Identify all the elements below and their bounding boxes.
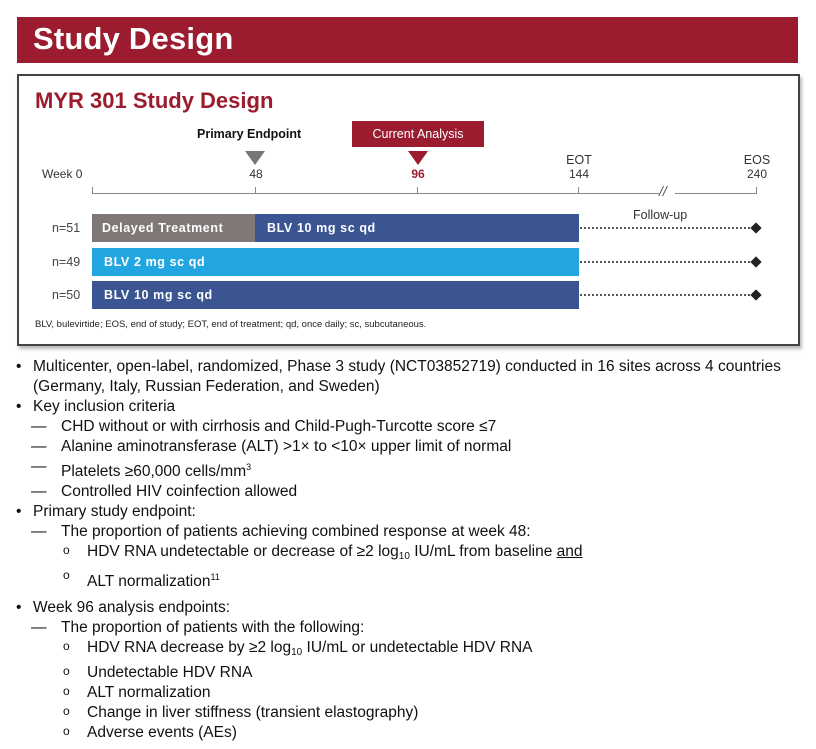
bullet-mark: • <box>16 503 22 520</box>
timeline-axis-right <box>675 193 757 194</box>
tick-0 <box>92 187 93 194</box>
arm-3-follow-up-line <box>580 294 754 296</box>
sub-sub-bullet-hdv-decrease <box>14 638 804 663</box>
sub-bullet-platelets <box>14 457 804 482</box>
dash-mark: — <box>31 458 47 475</box>
arm-1-follow-up-line <box>580 227 754 229</box>
sub-sub-bullet-text: Adverse events (AEs) <box>87 724 237 741</box>
superscript: 11 <box>210 572 220 582</box>
arm-3-n: n=50 <box>52 288 81 302</box>
circle-mark: o <box>63 724 70 738</box>
sub-bullet-text: The proportion of patients achieving combined response at week 48: <box>61 523 531 540</box>
sub-sub-bullet-text: ALT normalization <box>87 573 211 590</box>
circle-mark: o <box>63 684 70 698</box>
sub-sub-bullet-alt-normalization <box>14 567 804 592</box>
sub-bullet-hiv <box>14 482 804 502</box>
bullet-mark: • <box>16 398 22 415</box>
bullet-text: Multicenter, open-label, randomized, Phase 3 study (NCT03852719) conducted in 16 sites across 4 countries (Germany, Italy, Russian Federation, and Sweden) <box>33 358 781 395</box>
bullet-text: Primary study endpoint: <box>33 503 196 520</box>
circle-mark: o <box>63 639 70 653</box>
bullet-mark: • <box>16 599 22 616</box>
circle-mark: o <box>63 664 70 678</box>
dash-mark: — <box>31 619 47 636</box>
follow-up-label: Follow-up <box>633 208 688 222</box>
panel-footnote: BLV, bulevirtide; EOS, end of study; EOT, end of treatment; qd, once daily; sc, subcutaneous. <box>35 319 427 330</box>
sub-sub-bullet-undetectable <box>14 663 804 683</box>
superscript: 3 <box>246 462 252 472</box>
arm-2-treatment-label: BLV 2 mg sc qd <box>104 255 206 269</box>
sub-bullet-text: The proportion of patients with the following: <box>61 619 365 636</box>
arm-1-delayed-label: Delayed Treatment <box>102 221 224 235</box>
circle-mark: o <box>63 568 70 582</box>
sub-sub-bullet-text-cont: IU/mL or undetectable HDV RNA <box>302 639 533 656</box>
primary-endpoint-arrow-icon <box>245 151 265 165</box>
tick-240 <box>756 187 757 194</box>
bullet-mark: • <box>16 358 22 375</box>
primary-endpoint-label: Primary Endpoint <box>197 127 302 141</box>
bullet-inclusion-criteria <box>14 397 804 417</box>
sub-bullet-combined-response <box>14 522 804 542</box>
arm-2-follow-up-line <box>580 261 754 263</box>
sub-sub-bullet-liver-stiffness <box>14 703 804 723</box>
axis-break-mark: // <box>659 183 667 199</box>
dash-mark: — <box>31 418 47 435</box>
sub-sub-bullet-text: ALT normalization <box>87 684 211 701</box>
sub-bullet-text: Alanine aminotransferase (ALT) >1× to <10× upper limit of normal <box>61 438 512 455</box>
sub-bullet-alt <box>14 437 804 457</box>
subscript: 10 <box>291 647 303 658</box>
sub-bullet-chd <box>14 417 804 437</box>
sub-sub-bullet-text: Change in liver stiffness (transient elastography) <box>87 704 419 721</box>
title-banner <box>17 17 798 63</box>
bullet-text: Key inclusion criteria <box>33 398 176 415</box>
bullet-study-overview <box>14 357 804 397</box>
arm-1-delayed-bar <box>92 214 255 242</box>
axis-week-label: Week 0 <box>42 167 83 181</box>
sub-sub-bullet-alt <box>14 683 804 703</box>
arm-2-n: n=49 <box>52 255 81 269</box>
sub-sub-bullet-text: HDV RNA decrease by ≥2 log <box>87 639 292 656</box>
bullet-week96-endpoints <box>14 598 804 618</box>
sub-bullet-text: Controlled HIV coinfection allowed <box>61 483 298 500</box>
study-design-panel <box>17 74 800 346</box>
eot-label: EOT <box>566 153 592 167</box>
arm-1-n: n=51 <box>52 221 81 235</box>
arm-3-eos-marker <box>750 289 761 300</box>
tick-48 <box>255 187 256 194</box>
current-analysis-label: Current Analysis <box>372 127 464 141</box>
sub-bullet-text: Platelets ≥60,000 cells/mm <box>61 463 247 480</box>
circle-mark: o <box>63 704 70 718</box>
arm-1-treatment-label: BLV 10 mg sc qd <box>267 221 376 235</box>
current-analysis-arrow-icon <box>408 151 428 165</box>
tick-144 <box>578 187 579 194</box>
arm-3-treatment-label: BLV 10 mg sc qd <box>104 288 213 302</box>
circle-mark: o <box>63 543 70 557</box>
panel-title: MYR 301 Study Design <box>35 88 274 113</box>
sub-bullet-text: CHD without or with cirrhosis and Child-Pugh-Turcotte score ≤7 <box>61 418 497 435</box>
arm-2-eos-marker <box>750 256 761 267</box>
timeline-axis <box>92 193 659 194</box>
sub-bullet-proportion <box>14 618 804 638</box>
tick-label-144: 144 <box>568 167 590 181</box>
tick-label-240: 240 <box>746 167 768 181</box>
sub-sub-bullet-text: HDV RNA undetectable or decrease of ≥2 log <box>87 543 399 560</box>
arm-1-eos-marker <box>750 222 761 233</box>
sub-sub-bullet-hdv-rna <box>14 542 804 567</box>
dash-mark: — <box>31 483 47 500</box>
tick-96 <box>417 187 418 194</box>
arm-1-treatment-bar <box>255 214 579 242</box>
eos-label: EOS <box>743 153 771 167</box>
sub-sub-bullet-text-cont: IU/mL from baseline <box>409 543 557 560</box>
current-analysis-box <box>352 121 484 147</box>
sub-sub-bullet-text: Undetectable HDV RNA <box>87 664 253 681</box>
bullet-text: Week 96 analysis endpoints: <box>33 599 231 616</box>
underlined-and: and <box>556 543 583 560</box>
subscript: 10 <box>398 551 410 562</box>
dash-mark: — <box>31 523 47 540</box>
page-title: Study Design <box>33 21 234 56</box>
arm-3-treatment-bar <box>92 281 579 309</box>
tick-label-96: 96 <box>411 167 425 181</box>
arm-2-treatment-bar <box>92 248 579 276</box>
bullet-list <box>14 357 804 743</box>
dash-mark: — <box>31 438 47 455</box>
sub-sub-bullet-aes <box>14 723 804 743</box>
bullet-primary-endpoint <box>14 502 804 522</box>
tick-label-48: 48 <box>249 167 263 181</box>
